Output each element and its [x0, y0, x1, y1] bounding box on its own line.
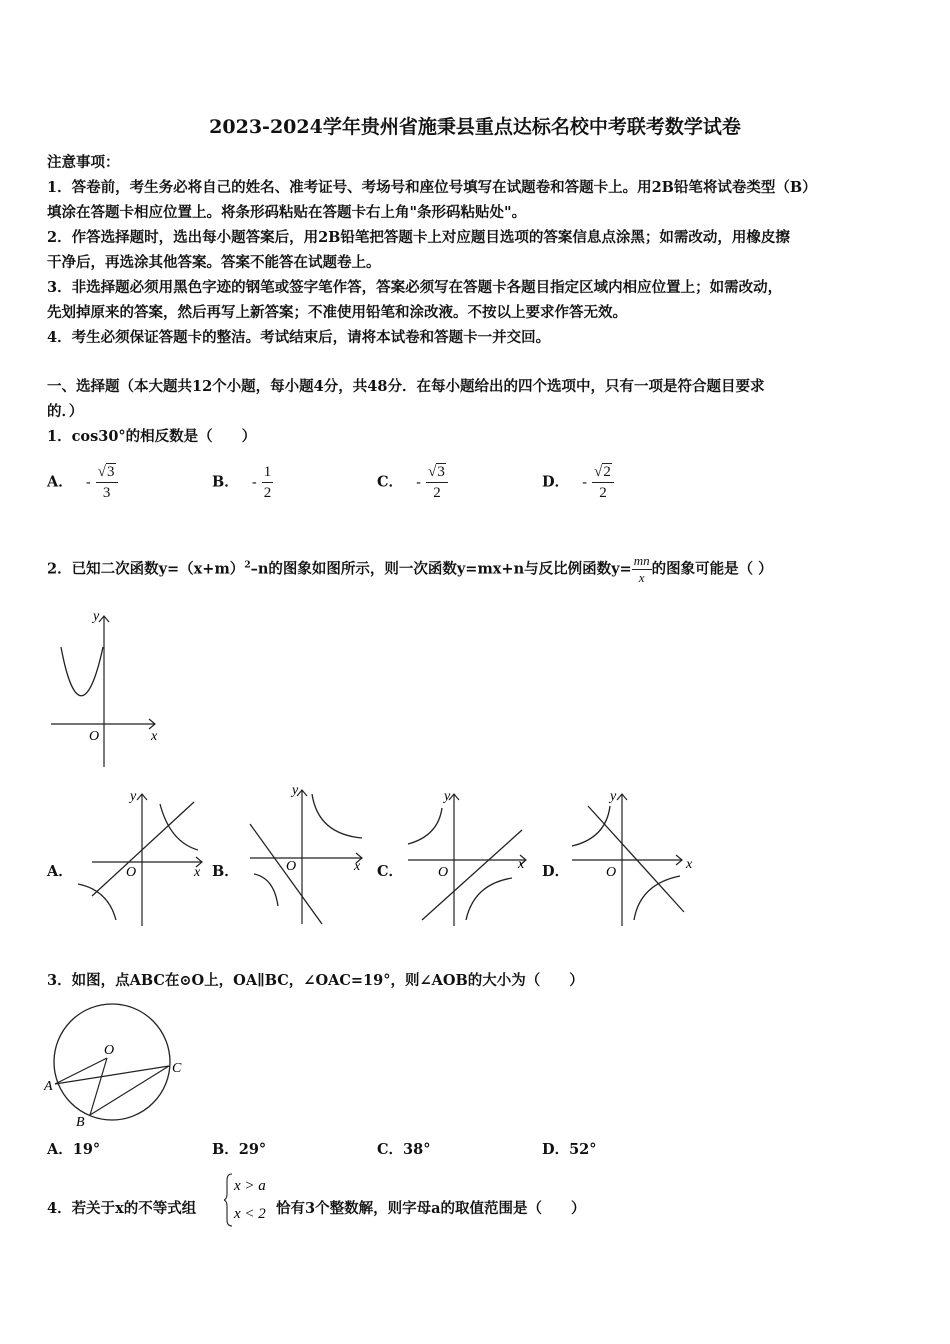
q2-option-d-label[interactable]: D． [542, 863, 570, 880]
hyperbola-branch [408, 808, 442, 844]
origin-label: O [89, 729, 100, 744]
x-label: x [518, 857, 525, 872]
option-label: D． [542, 473, 570, 491]
notice-line: 先划掉原来的答案，然后再写上新答案；不准使用铅笔和涂改液。不按以上要求作答无效。 [47, 304, 627, 321]
inequality-1: x > a [234, 1178, 266, 1194]
notice-line: 3．非选择题必须用黑色字迹的钢笔或签字笔作答，答案必须写在答题卡各题目指定区域内相应位置上；如需改动， [47, 279, 783, 296]
point-b-label: B [76, 1115, 85, 1128]
q2-option-c-label[interactable]: C． [377, 863, 404, 880]
y-label: y [444, 789, 451, 804]
q3-option-b[interactable]: B．29° [212, 1141, 267, 1158]
q2-option-b-graph[interactable] [236, 778, 376, 928]
page-title: 2023-2024学年贵州省施秉县重点达标名校中考联考数学试卷 [209, 116, 741, 138]
q4-stem-part1: 4．若关于x的不等式组 [47, 1200, 197, 1217]
inequality-2: x < 2 [234, 1206, 266, 1222]
linear-function-line [422, 830, 522, 920]
option-sign: - [251, 474, 257, 491]
option-sign: - [582, 474, 588, 491]
q4-inequality-system [224, 1170, 282, 1230]
q3-option-c[interactable]: C．38° [377, 1141, 431, 1158]
q1-option-b[interactable] [212, 462, 273, 503]
option-label: C． [377, 473, 404, 491]
q2-option-d-graph[interactable] [568, 784, 704, 930]
origin-label: O [606, 865, 617, 880]
point-o-label: O [104, 1043, 115, 1058]
section-heading-cont: 的．） [47, 403, 84, 420]
notice-line: 干净后，再选涂其他答案。答案不能答在试题卷上。 [47, 254, 381, 271]
point-a-label: A [44, 1079, 53, 1094]
hyperbola-branch [312, 794, 362, 838]
x-label: x [686, 857, 693, 872]
q1-option-c[interactable] [377, 462, 448, 503]
point-c-label: C [172, 1061, 182, 1076]
q1-option-d[interactable] [542, 462, 614, 503]
y-label: y [130, 789, 137, 804]
fraction: $\frac{√2}{2}$ [592, 462, 614, 503]
hyperbola-branch [466, 878, 512, 920]
q3-circle-figure [42, 1000, 188, 1128]
y-label: y [292, 783, 299, 798]
x-label: x [354, 859, 361, 874]
q2-parabola-figure [47, 602, 167, 772]
q3-option-d[interactable]: D．52° [542, 1141, 597, 1158]
q4-stem-part2: 恰有3个整数解，则字母a的取值范围是（ ） [276, 1200, 586, 1217]
notice-heading: 注意事项： [47, 154, 120, 171]
linear-function-line [250, 824, 322, 924]
notice-line: 填涂在答题卡相应位置上。将条形码粘贴在答题卡右上角"条形码粘贴处"。 [47, 204, 527, 221]
y-label: y [610, 789, 617, 804]
hyperbola-branch [572, 806, 610, 846]
origin-label: O [126, 865, 137, 880]
fraction: $\frac{√3}{2}$ [426, 462, 448, 503]
origin-label: O [438, 865, 449, 880]
q2-stem: 2．已知二次函数$y=(x+m)^2-n$的图象如图所示，则一次函数y=mx+n与反比例函数y= $\frac{mn}{x}$ 的图象可能是（ ） [47, 553, 773, 585]
section-heading: 一、选择题（本大题共12个小题，每小题4分，共48分．在每小题给出的四个选项中，只有一项是符合题目要求 [47, 378, 765, 395]
q2-option-a-label[interactable]: A． [47, 863, 73, 880]
option-label: B． [212, 473, 239, 491]
fraction: $\frac{1}{2}$ [263, 464, 272, 501]
option-label: A． [47, 473, 73, 491]
option-sign: - [85, 474, 91, 491]
x-label: x [194, 865, 201, 880]
sqrt-sign: √2 [594, 464, 611, 480]
q3-stem: 3．如图，点ABC在⊙O上，OA∥BC，∠OAC=19°，则∠AOB的大小为（ ） [47, 972, 584, 989]
q1-stem: 1．cos30°的相反数是（ ） [47, 428, 257, 445]
notice-line: 4．考生必须保证答题卡的整洁。考试结束后，请将本试卷和答题卡一并交回。 [47, 329, 551, 346]
circle-o [54, 1004, 170, 1120]
sqrt-sign: √3 [97, 464, 115, 480]
sqrt-sign: √3 [428, 464, 445, 480]
notice-line: 2．作答选择题时，选出每小题答案后，用2B铅笔把答题卡上对应题目选项的答案信息点涂黑；如需改动，用橡皮擦 [47, 229, 790, 246]
q2-option-c-graph[interactable] [402, 784, 538, 930]
origin-label: O [286, 859, 297, 874]
hyperbola-branch [78, 884, 116, 920]
q2-option-a-graph[interactable] [70, 784, 210, 930]
q3-option-a[interactable]: A．19° [47, 1141, 101, 1158]
y-label: y [93, 609, 100, 624]
linear-function-line [92, 802, 194, 896]
fraction: $\frac{√3}{3}$ [96, 462, 118, 503]
q1-option-a[interactable] [47, 462, 118, 503]
q2-option-b-label[interactable]: B． [212, 863, 239, 880]
parabola-curve [61, 647, 103, 696]
fraction: $\frac{mn}{x}$ [633, 553, 650, 585]
hyperbola-branch [254, 874, 278, 906]
notice-line: 1．答卷前，考生务必将自己的姓名、准考证号、考场号和座位号填写在试题卷和答题卡上。用2B铅笔将试卷类型（B） [47, 179, 817, 196]
linear-function-line [588, 806, 684, 912]
hyperbola-branch [160, 804, 198, 850]
x-label: x [151, 729, 158, 744]
option-sign: - [416, 474, 422, 491]
left-brace [224, 1174, 232, 1226]
